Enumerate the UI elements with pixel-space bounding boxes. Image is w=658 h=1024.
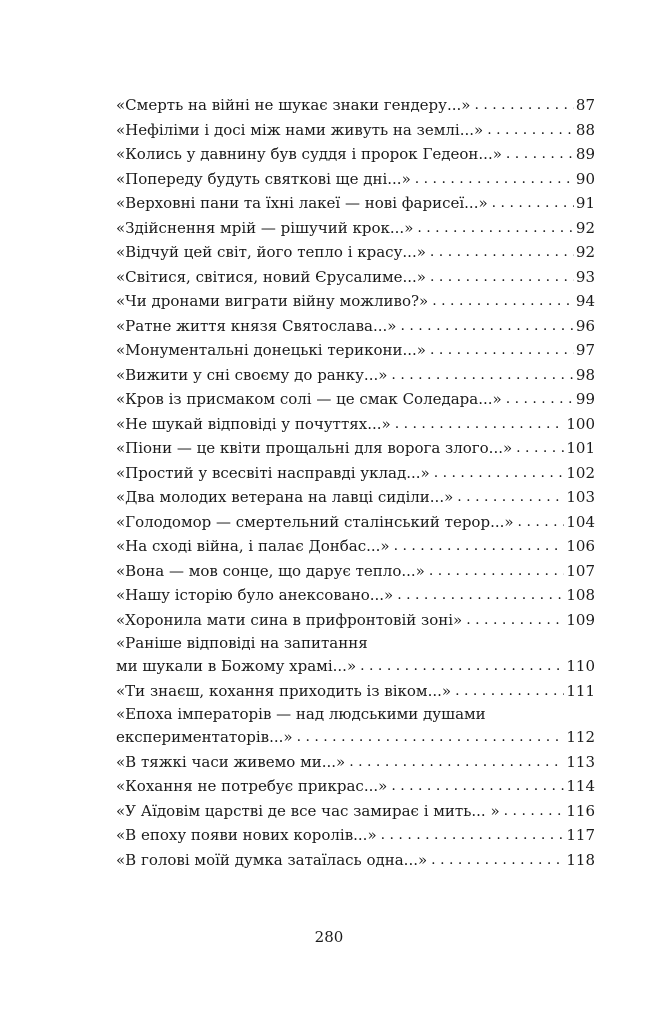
toc-entry xyxy=(116,191,595,216)
toc-entry xyxy=(116,338,595,363)
toc-entry-title: «Кохання не потребує прикрас...» xyxy=(116,777,388,795)
toc-entry-title: «Нашу історію було анексовано...» xyxy=(116,586,394,604)
dot-leader xyxy=(395,412,565,437)
toc-entry-title-line1: «Епоха імператорів — над людськими душами xyxy=(116,705,486,723)
toc-entry xyxy=(116,289,595,314)
toc-entry-page: 107 xyxy=(566,561,595,580)
toc-entry-title: «Колись у давнину був суддя і пророк Гедеон...» xyxy=(116,145,502,163)
toc-entry-title: «Голодомор — смертельний сталінський терор...» xyxy=(116,512,514,531)
dot-leader xyxy=(455,679,564,704)
toc-entry-page: 91 xyxy=(575,194,595,212)
toc-entry-title: «На сході війна, і палає Донбас...» xyxy=(116,537,390,555)
dot-leader xyxy=(400,314,573,339)
toc-entry-page: 98 xyxy=(575,365,595,384)
toc-entry-page: 96 xyxy=(575,316,595,335)
toc-entry-title: «Ти знаєш, кохання приходить із віком...» xyxy=(116,681,452,700)
dot-leader xyxy=(360,654,564,679)
toc-entry-page: 113 xyxy=(566,752,595,771)
toc-entry-title: «Відчуй цей світ, його тепло і красу...» xyxy=(116,243,426,261)
toc-entry xyxy=(116,142,595,167)
toc-entry xyxy=(116,461,595,486)
toc-entry-page: 100 xyxy=(566,414,595,433)
dot-leader xyxy=(506,142,574,167)
toc-entry-page: 118 xyxy=(566,850,595,869)
toc-entry xyxy=(116,583,595,608)
dot-leader xyxy=(430,265,574,290)
toc-entry-page: 109 xyxy=(566,610,595,629)
toc-entry xyxy=(116,703,595,750)
toc-entry-title-line2: експериментаторів...» xyxy=(116,728,293,746)
toc-entry-page: 92 xyxy=(575,218,595,237)
dot-leader xyxy=(381,823,565,848)
toc-entry-title: «Два молодих ветерана на лавці сиділи...» xyxy=(116,488,454,506)
toc-entry-title: «Попереду будуть святкові ще дні...» xyxy=(116,169,411,188)
toc-entry-page: 106 xyxy=(566,537,595,555)
dot-leader xyxy=(430,338,574,363)
toc-entry-title: «Кров із присмаком солі — це смак Соледара...» xyxy=(116,390,502,408)
toc-entry-page: 114 xyxy=(566,777,595,795)
toc-entry-page: 90 xyxy=(575,169,595,188)
toc-entry-title: «Не шукай відповіді у почуттях...» xyxy=(116,414,391,433)
toc-entry xyxy=(116,387,595,412)
toc-entry-title: «Вижити у сні своєму до ранку...» xyxy=(116,365,388,384)
toc-entry xyxy=(116,534,595,559)
dot-leader xyxy=(506,387,574,412)
toc-entry-page: 110 xyxy=(566,657,595,675)
toc-entry xyxy=(116,93,595,118)
toc-entry-page: 88 xyxy=(575,120,595,139)
dot-leader xyxy=(457,485,564,510)
toc-entry xyxy=(116,510,595,535)
toc-entry-title: «Здійснення мрій — рішучий крок...» xyxy=(116,218,414,237)
toc-entry-title: «У Аїдовім царстві де все час замирає і мить... » xyxy=(116,801,500,820)
toc-entry xyxy=(116,679,595,704)
dot-leader xyxy=(492,191,574,216)
toc-entry-page: 112 xyxy=(566,728,595,746)
toc-entry xyxy=(116,265,595,290)
toc-entry-page: 101 xyxy=(566,439,595,457)
dot-leader xyxy=(391,363,573,388)
toc-entry xyxy=(116,167,595,192)
toc-entry xyxy=(116,750,595,775)
toc-entry-page: 104 xyxy=(566,512,595,531)
toc-entry-title: «В тяжкі часи живемо ми...» xyxy=(116,752,346,771)
toc-entry-title-line1: «Раніше відповіді на запитання xyxy=(116,634,368,652)
dot-leader xyxy=(394,534,565,559)
toc-entry-title: «Нефіліми і досі між нами живуть на землі...» xyxy=(116,120,484,139)
toc-entry-title: «Піони — це квіти прощальні для ворога злого...» xyxy=(116,439,513,457)
page-number: 280 xyxy=(314,928,344,946)
dot-leader xyxy=(430,240,574,265)
toc-entry xyxy=(116,848,595,873)
toc-entry xyxy=(116,823,595,848)
toc-entry-title: «Чи дронами виграти війну можливо?» xyxy=(116,292,429,310)
toc-entry-title: «Смерть на війні не шукає знаки гендеру...» xyxy=(116,96,471,114)
toc-entry xyxy=(116,608,595,633)
toc-entry-page: 93 xyxy=(575,267,595,286)
dot-leader xyxy=(518,510,565,535)
toc-entry-title: «Хоронила мати сина в прифронтовій зоні» xyxy=(116,610,463,629)
toc-entry-page: 102 xyxy=(566,463,595,482)
toc-entry-title: «Світися, світися, новий Єрусалиме...» xyxy=(116,267,426,286)
toc-entry-title: «Вона — мов сонце, що дарує тепло...» xyxy=(116,561,425,580)
dot-leader xyxy=(432,289,574,314)
dot-leader xyxy=(297,725,565,750)
toc-entry-title: «Простий у всесвіті насправді уклад...» xyxy=(116,463,430,482)
toc-entry xyxy=(116,799,595,824)
toc-entry-title: «Монументальні донецькі терикони...» xyxy=(116,341,426,359)
toc-entry xyxy=(116,485,595,510)
toc-entry-page: 103 xyxy=(566,488,595,506)
dot-leader xyxy=(504,799,565,824)
toc-entry xyxy=(116,118,595,143)
dot-leader xyxy=(466,608,564,633)
toc-entry-page: 116 xyxy=(566,801,595,820)
toc-entry-page: 97 xyxy=(575,341,595,359)
toc-entry-page: 87 xyxy=(575,96,595,114)
toc-entry xyxy=(116,774,595,799)
toc-entry xyxy=(116,436,595,461)
table-of-contents xyxy=(116,93,595,872)
dot-leader xyxy=(434,461,565,486)
toc-entry-page: 117 xyxy=(566,826,595,844)
toc-entry xyxy=(116,363,595,388)
toc-entry-title: «В епоху появи нових королів...» xyxy=(116,826,377,844)
dot-leader xyxy=(431,848,564,873)
toc-entry-page: 92 xyxy=(575,243,595,261)
toc-entry xyxy=(116,632,595,679)
toc-entry-page: 89 xyxy=(575,145,595,163)
toc-entry-page: 108 xyxy=(566,586,595,604)
dot-leader xyxy=(415,167,574,192)
dot-leader xyxy=(417,216,574,241)
dot-leader xyxy=(516,436,564,461)
toc-entry-title: «Ратне життя князя Святослава...» xyxy=(116,316,397,335)
dot-leader xyxy=(349,750,564,775)
dot-leader xyxy=(474,93,573,118)
toc-entry xyxy=(116,314,595,339)
toc-entry xyxy=(116,412,595,437)
dot-leader xyxy=(429,559,565,584)
toc-entry-title: «Верховні пани та їхні лакеї — нові фарисеї...» xyxy=(116,194,488,212)
dot-leader xyxy=(397,583,564,608)
toc-entry xyxy=(116,216,595,241)
toc-entry-title: «В голові моїй думка затаїлась одна...» xyxy=(116,850,428,869)
toc-entry-title-line2: ми шукали в Божому храмі...» xyxy=(116,657,357,675)
dot-leader xyxy=(391,774,564,799)
toc-entry xyxy=(116,559,595,584)
toc-entry xyxy=(116,240,595,265)
toc-entry-page: 111 xyxy=(566,681,595,700)
toc-entry-page: 94 xyxy=(575,292,595,310)
toc-entry-page: 99 xyxy=(575,390,595,408)
dot-leader xyxy=(487,118,574,143)
